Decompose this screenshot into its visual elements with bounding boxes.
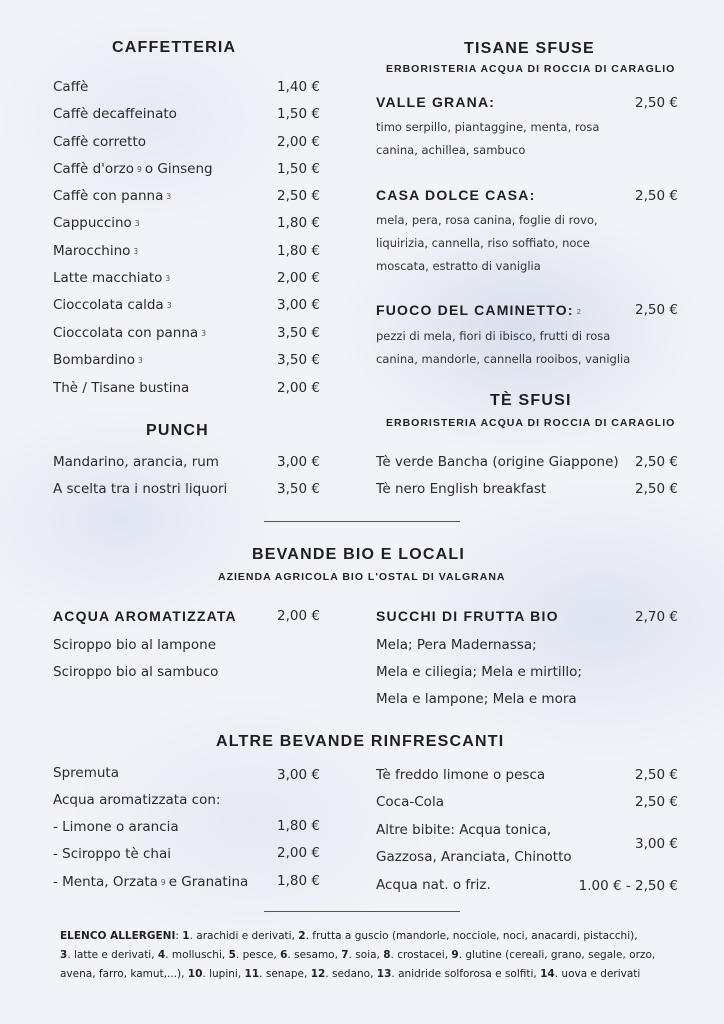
te-title: TÈ SFUSI [490, 392, 572, 409]
menu-item-price: 1,80 € [277, 818, 320, 834]
menu-item-name: Mandarino, arancia, rum [53, 454, 219, 470]
allergen-note: 3 [201, 329, 206, 338]
menu-item-name [53, 243, 141, 259]
allergen-note: 9 [160, 878, 166, 887]
menu-item-price: 2,50 € [635, 767, 678, 783]
menu-item-name: Tè verde Bancha (origine Giappone) [376, 454, 619, 470]
menu-item-name: Acqua nat. o friz. [376, 877, 491, 893]
menu-item-price: 1,50 € [277, 106, 320, 122]
menu-item-price: 2,00 € [277, 270, 320, 286]
allergen-note: 3 [133, 247, 139, 256]
allergeni-list: ELENCO ALLERGENI: 1. arachidi e derivati, 2. frutta a guscio (mandorle, nocciole, noci, anacardi, pistacchi), 3. latte e derivati, 4. molluschi, 5. pesce, 6. sesamo, 7. soia, 8. crostacei, 9. glutine (cereali, grano, segale, orzo, avena, farro, kamut,...), 10. lupini, 11. senape, 12. sedano, 13. anidride solforosa e solfiti, 14. uova e derivati [60, 930, 656, 980]
menu-item-name: - Sciroppo tè chai [53, 846, 171, 862]
menu-item-name: Caffè corretto [53, 134, 146, 150]
menu-item-price: 1,80 € [277, 873, 320, 889]
bevande-bio-subtitle: AZIENDA AGRICOLA BIO L'OSTAL DI VALGRANA [218, 571, 506, 583]
item-text: - Menta, Orzata [53, 874, 158, 890]
menu-item-name [53, 215, 143, 231]
menu-item-price: 2,00 € [277, 845, 320, 861]
menu-item-price: 1,50 € [277, 161, 320, 177]
menu-item-name: Coca-Cola [376, 794, 444, 810]
allergen-note: 3 [166, 192, 172, 201]
allergen-note: 3 [166, 301, 172, 310]
menu-item-name: A scelta tra i nostri liquori [53, 481, 228, 497]
menu-item-price: 3,50 € [277, 481, 320, 497]
menu-item-price: 1,80 € [277, 243, 320, 259]
tisana-name: VALLE GRANA: [376, 94, 496, 110]
menu-item-name: - Limone o arancia [53, 819, 179, 835]
tisana-price: 2,50 € [635, 302, 678, 318]
menu-item-price: 2,50 € [635, 481, 678, 497]
menu-item-price: 3,00 € [277, 454, 320, 470]
menu-item-name [53, 188, 174, 204]
allergen-note: 3 [137, 356, 143, 365]
item-text: Latte macchiato [53, 270, 163, 286]
menu-item-price: 3,00 € [277, 297, 320, 313]
bevande-bio-title: BEVANDE BIO E LOCALI [252, 546, 466, 563]
item-text-after: e Granatina [168, 874, 249, 890]
item-text: Marocchino [53, 243, 131, 259]
menu-item-price: 2,50 € [635, 794, 678, 810]
allergen-note: 3 [165, 274, 171, 283]
menu-item-name [53, 325, 209, 341]
menu-item-price: 1,80 € [277, 215, 320, 231]
menu-item-name: Caffè [53, 79, 89, 95]
menu-item-name: Acqua aromatizzata con: [53, 792, 221, 808]
menu-item-price: 3,00 € [277, 767, 320, 783]
allergen-note: 2 [576, 307, 583, 316]
menu-item-name: Tè nero English breakfast [376, 481, 547, 497]
menu-item-name [53, 297, 175, 313]
tisana-price: 2,50 € [635, 188, 678, 204]
item-text: Caffè d'orzo [53, 161, 135, 177]
allergen-note: 9 [137, 165, 142, 174]
menu-item-name: Sciroppo bio al sambuco [53, 664, 219, 680]
menu-item-name: Mela e ciliegia; Mela e mirtillo; [376, 664, 582, 680]
punch-title: PUNCH [146, 422, 209, 439]
menu-item-name [53, 352, 146, 368]
item-text: Cioccolata con panna [53, 325, 199, 341]
menu-item-name: Altre bibite: Acqua tonica, [376, 822, 552, 838]
menu-item-price: 2,00 € [277, 608, 320, 624]
item-text-after: o Ginseng [144, 161, 213, 177]
menu-item-name [53, 270, 173, 286]
allergen-note: 3 [134, 219, 140, 228]
menu-item-price: 2,50 € [635, 454, 678, 470]
menu-item-name: Mela e lampone; Mela e mora [376, 691, 577, 707]
menu-item-price: 3,50 € [277, 325, 320, 341]
tisana-desc: pezzi di mela, fiori di ibisco, frutti di rosa canina, mandorle, cannella rooibos, vaniglia [376, 329, 631, 366]
acqua-aromatizzata-title: ACQUA AROMATIZZATA [53, 608, 237, 624]
menu-item-name: Mela; Pera Madernassa; [376, 637, 537, 653]
divider [264, 911, 460, 912]
menu-item-name: Caffè decaffeinato [53, 106, 177, 122]
menu-item-price: 3,50 € [277, 352, 320, 368]
allergeni-label: ELENCO ALLERGENI [60, 930, 176, 942]
tisane-subtitle: ERBORISTERIA ACQUA DI ROCCIA DI CARAGLIO [386, 63, 676, 75]
menu-item-name: Spremuta [53, 765, 119, 781]
menu-item-price: 2,50 € [277, 188, 320, 204]
menu-item-name [53, 161, 213, 177]
menu-item-price: 3,00 € [635, 836, 678, 852]
menu-item-name: Tè freddo limone o pesca [376, 767, 546, 783]
divider [264, 521, 460, 522]
altre-bevande-title: ALTRE BEVANDE RINFRESCANTI [216, 733, 505, 750]
caffetteria-title: CAFFETTERIA [112, 39, 237, 56]
menu-item-name: Gazzosa, Aranciata, Chinotto [376, 849, 572, 865]
menu-item-price: 1,40 € [277, 79, 320, 95]
item-text: Cioccolata calda [53, 297, 164, 313]
item-text: Bombardino [53, 352, 135, 368]
tisana-desc: timo serpillo, piantaggine, menta, rosa canina, achillea, sambuco [376, 120, 600, 157]
menu-item-name [53, 874, 248, 890]
te-subtitle: ERBORISTERIA ACQUA DI ROCCIA DI CARAGLIO [386, 417, 676, 429]
menu-item-price: 2,70 € [635, 609, 678, 625]
menu-item-price: 1.00 € - 2,50 € [578, 878, 678, 894]
item-text: Cappuccino [53, 215, 132, 231]
item-text: Caffè con panna [53, 188, 164, 204]
tisana-price: 2,50 € [635, 95, 678, 111]
menu-item-price: 2,00 € [277, 134, 320, 150]
tisana-name: FUOCO DEL CAMINETTO: 2 [376, 302, 583, 318]
tisane-title: TISANE SFUSE [464, 40, 595, 57]
menu-item-price: 2,00 € [277, 380, 320, 396]
menu-item-name: Thè / Tisane bustina [53, 380, 190, 396]
tisana-desc: mela, pera, rosa canina, foglie di rovo, liquirizia, cannella, riso soffiato, noce moscata, estratto di vaniglia [376, 213, 598, 273]
succhi-title: SUCCHI DI FRUTTA BIO [376, 608, 559, 624]
menu-item-name: Sciroppo bio al lampone [53, 637, 216, 653]
tisana-name: CASA DOLCE CASA: [376, 187, 536, 203]
